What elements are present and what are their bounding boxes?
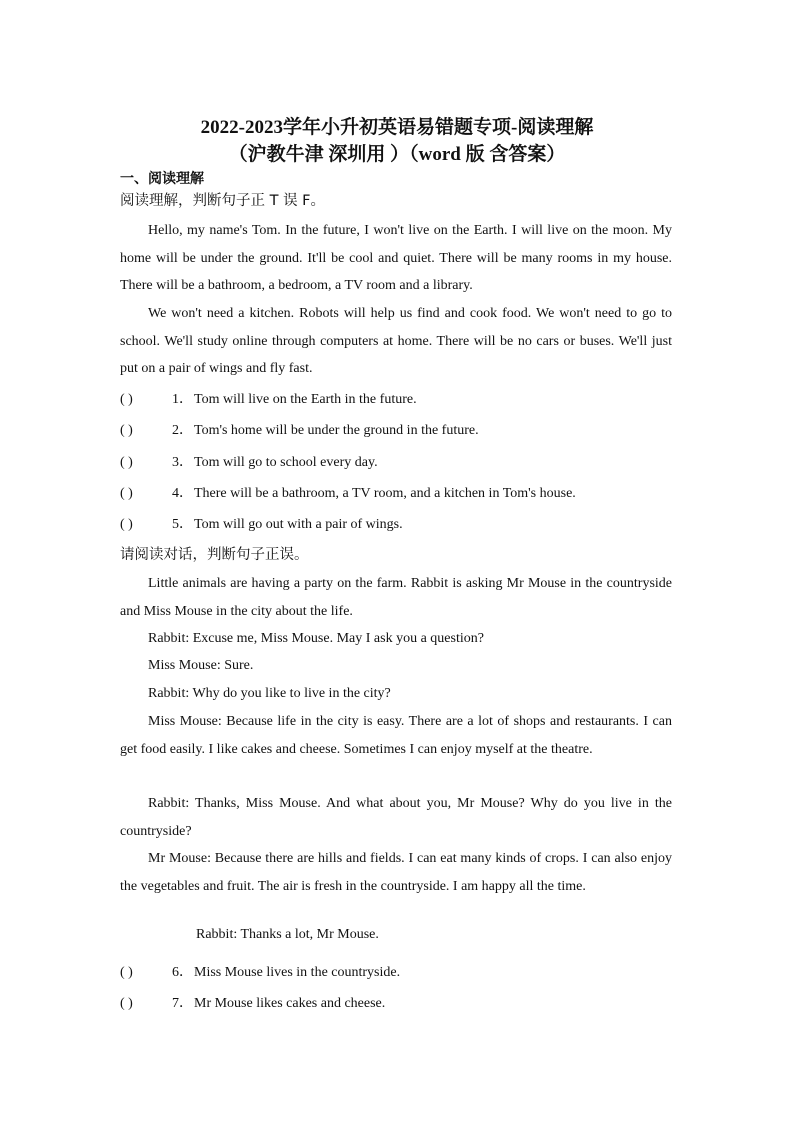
question-text: There will be a bathroom, a TV room, and a kitchen in Tom's house. bbox=[194, 486, 576, 501]
dialogue-line-5: Rabbit: Thanks, Miss Mouse. And what about you, Mr Mouse? Why do you live in the countryside? bbox=[120, 796, 672, 839]
dialogue-line-2: Miss Mouse: Sure. bbox=[148, 658, 254, 673]
question-number: 1． bbox=[172, 392, 193, 407]
part2-instruction: 请阅读对话，判断句子正误。 bbox=[120, 547, 309, 563]
question-text: Tom will live on the Earth in the future. bbox=[194, 392, 417, 407]
question-6 bbox=[120, 961, 400, 981]
question-text: Tom's home will be under the ground in the future. bbox=[194, 423, 479, 438]
answer-blank[interactable]: ( ) bbox=[120, 392, 133, 407]
answer-blank[interactable]: ( ) bbox=[120, 996, 133, 1011]
answer-blank[interactable]: ( ) bbox=[120, 486, 133, 501]
question-4 bbox=[120, 482, 576, 502]
question-number: 3． bbox=[172, 455, 193, 470]
question-number: 2． bbox=[172, 423, 193, 438]
question-5 bbox=[120, 513, 403, 533]
question-number: 4． bbox=[172, 486, 193, 501]
question-text: Tom will go to school every day. bbox=[194, 455, 378, 470]
dialogue-line-4: Miss Mouse: Because life in the city is easy. There are a lot of shops and restaurants. I can get food easily. I like cakes and cheese. Sometimes I can enjoy myself at the theatre. bbox=[120, 714, 672, 757]
question-7 bbox=[120, 992, 385, 1012]
dialogue-line-6: Mr Mouse: Because there are hills and fields. I can eat many kinds of crops. I can also enjoy the vegetables and fruit. The air is fresh in the countryside. I am happy all the time. bbox=[120, 851, 672, 894]
title-line-2: （沪教牛津 深圳用 ）（word 版 含答案） bbox=[228, 144, 566, 165]
question-text: Mr Mouse likes cakes and cheese. bbox=[194, 996, 386, 1011]
part1-instruction: 阅读理解，判断句子正 T 误 F。 bbox=[120, 193, 326, 209]
question-text: Miss Mouse lives in the countryside. bbox=[194, 965, 401, 980]
dialogue-closing-line: Rabbit: Thanks a lot, Mr Mouse. bbox=[196, 927, 379, 942]
section-heading: 一、阅读理解 bbox=[120, 171, 204, 187]
question-3 bbox=[120, 451, 378, 471]
answer-blank[interactable]: ( ) bbox=[120, 517, 133, 532]
question-number: 7． bbox=[172, 996, 193, 1011]
dialogue-line-3: Rabbit: Why do you like to live in the city? bbox=[148, 686, 391, 701]
part1-paragraph-2: We won't need a kitchen. Robots will help us find and cook food. We won't need to go to school. We'll study online through computers at home. There will be no cars or buses. We'll just put on a pair of wings and fly fast. bbox=[120, 306, 672, 377]
part2-paragraph-1: Little animals are having a party on the farm. Rabbit is asking Mr Mouse in the countryside and Miss Mouse in the city about the life. bbox=[120, 576, 672, 619]
answer-blank[interactable]: ( ) bbox=[120, 455, 133, 470]
dialogue-line-1: Rabbit: Excuse me, Miss Mouse. May I ask you a question? bbox=[148, 631, 484, 646]
answer-blank[interactable]: ( ) bbox=[120, 423, 133, 438]
question-1 bbox=[120, 388, 417, 408]
question-number: 6． bbox=[172, 965, 193, 980]
part1-paragraph-1: Hello, my name's Tom. In the future, I won't live on the Earth. I will live on the moon. My home will be under the ground. It'll be cool and quiet. There will be many rooms in my house. There will be a bathroom, a bedroom, a TV room and a library. bbox=[120, 223, 672, 294]
question-number: 5． bbox=[172, 517, 193, 532]
title-line-1: 2022-2023学年小升初英语易错题专项-阅读理解 bbox=[200, 117, 594, 138]
question-text: Tom will go out with a pair of wings. bbox=[194, 517, 403, 532]
question-2 bbox=[120, 419, 479, 439]
answer-blank[interactable]: ( ) bbox=[120, 965, 133, 980]
